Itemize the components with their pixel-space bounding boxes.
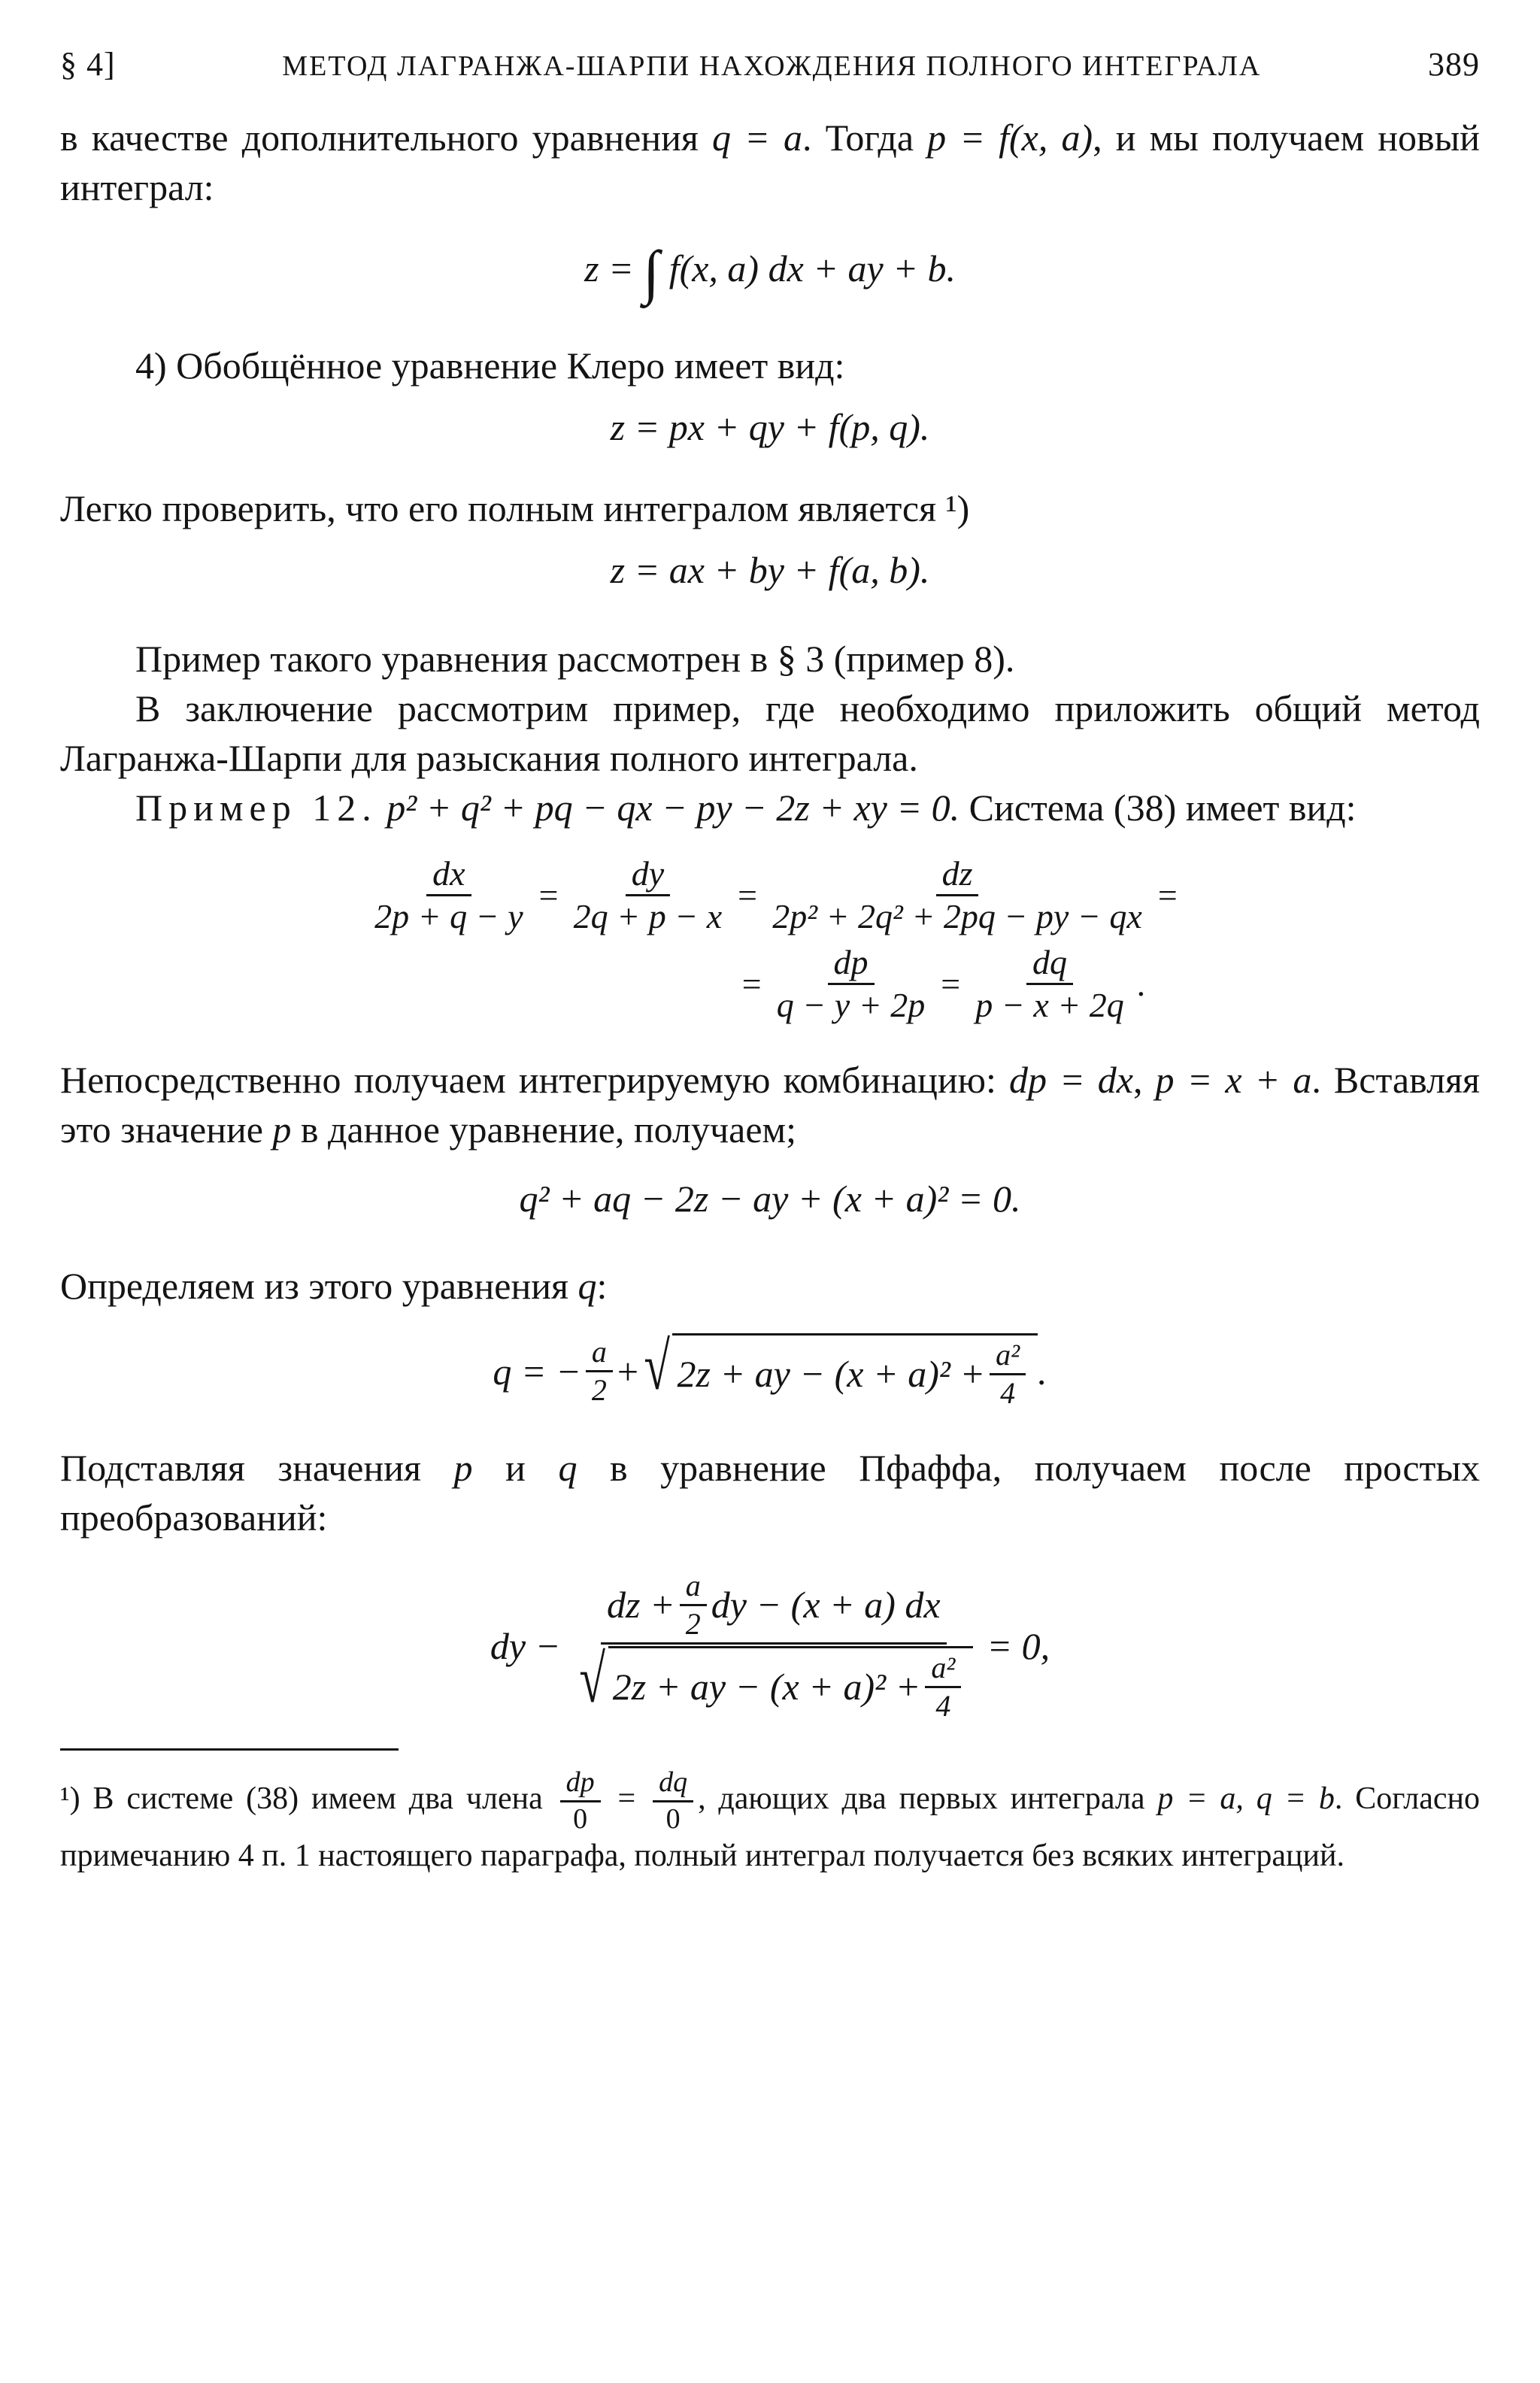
example-label: Пример 12.	[135, 786, 377, 829]
equation-clairaut: z = px + qy + f(p, q).	[610, 405, 930, 448]
paragraph-1: в качестве дополнительного уравнения q = a. Тогда p = f(x, a), и мы получаем новый интеграл:	[60, 117, 1481, 208]
equation-q: q = − $\frac{a}{2}$ + √ 2z + ay − (x + a)² + $\frac{\text{a²}}{4}$ .	[493, 1329, 1047, 1410]
system-38	[60, 855, 1480, 1025]
equation-integral: z = ∫ f(x, a) dx + ay + b.	[584, 239, 956, 306]
integral-sign: ∫	[643, 239, 660, 306]
page	[60, 45, 1480, 1876]
paragraph-combination: Непосредственно получаем интегрируемую комбинацию: dp = dx, p = x + a. Вставляя это значение p в данное уравнение, получаем;	[60, 1058, 1481, 1151]
paragraph-determine-q: Определяем из этого уравнения q:	[60, 1264, 608, 1307]
paragraph-check: Легко проверить, что его полным интегралом является ¹)	[60, 487, 970, 529]
paragraph-pfaff: Подставляя значения p и q в уравнение Пфаффа, получаем после простых преобразований:	[60, 1446, 1480, 1539]
system-row-1: $\frac{dx}{2p + q - y}$ = $\frac{dy}{2q + p - x}$ = $\frac{dz}{\text{2p² + 2q² + 2pq − py − qx}}$ =	[374, 853, 1179, 936]
section-marker: § 4]	[60, 46, 116, 83]
running-header	[60, 45, 1480, 113]
example-equation: p² + q² + pq − qx − py − 2z + xy = 0.	[387, 786, 960, 829]
paragraph-example-12: Пример 12. p² + q² + pq − qx − py − 2z + xy = 0. Система (38) имеет вид:	[135, 786, 1357, 829]
equation-substituted: q² + aq − 2z − ay + (x + a)² = 0.	[519, 1177, 1021, 1220]
footnote: ¹) В системе (38) имеем два члена $\frac{dp}{0}$ = $\frac{dq}{0}$ , дающих два первых интеграла p = a, q = b. Согласно примечанию 4 п. 1 настоящего параграфа, полный интеграл получается без всяких интеграций.	[60, 1766, 1481, 1873]
equation-pfaff: dy − dz + $\frac{a}{2}$ dy − (x + a) dx √ 2z + ay − (x + a)² + $\frac{\text{a²}}{4}$ = 0,	[490, 1568, 1050, 1723]
equation-complete-integral: z = ax + by + f(a, b).	[610, 548, 930, 591]
sqrt-expression: √ 2z + ay − (x + a)² + $\frac{\text{a²}}{4}$	[638, 1333, 1038, 1410]
paragraph-clairaut: 4) Обобщённое уравнение Клеро имеет вид:	[135, 344, 845, 387]
paragraph-example-ref: Пример такого уравнения рассмотрен в § 3 (пример 8).	[135, 637, 1015, 680]
page-number: 389	[1428, 46, 1480, 83]
running-title: МЕТОД ЛАГРАНЖА-ШАРПИ НАХОЖДЕНИЯ ПОЛНОГО ИНТЕГРАЛА	[282, 50, 1262, 82]
paragraph-conclusion: В заключение рассмотрим пример, где необходимо приложить общий метод Лагранжа-Шарпи для разыскания полного интеграла.	[60, 687, 1480, 779]
system-row-2: = $\frac{dp}{q - y + 2p}$ = $\frac{dq}{p - x + 2q}$ .	[739, 942, 1147, 1025]
footnote-rule	[60, 1748, 399, 1751]
